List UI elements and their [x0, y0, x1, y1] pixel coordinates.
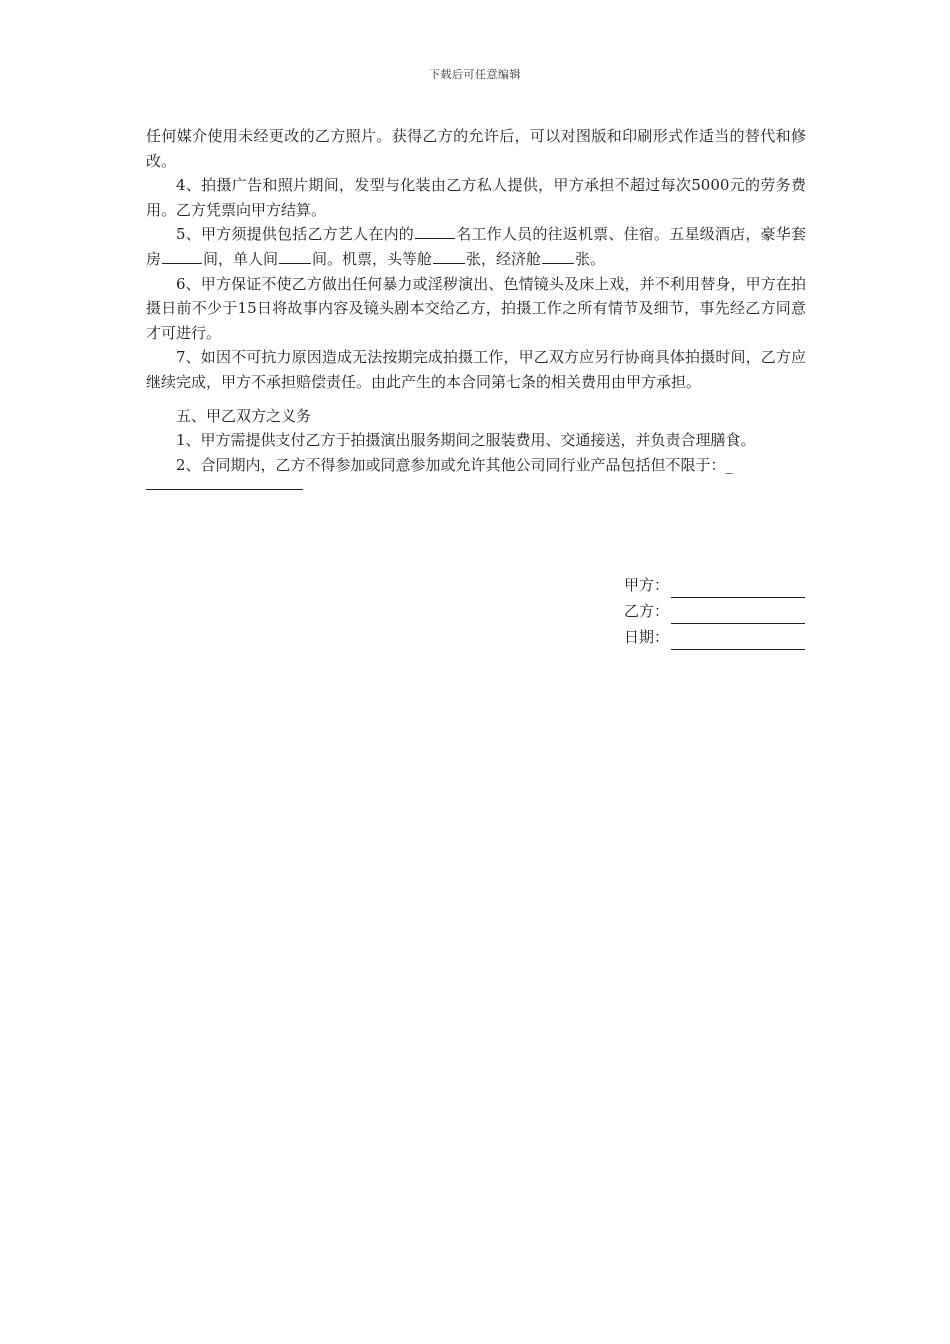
clause-5-part-b: 名工作人员的往返机票、住宿。五星级酒店，豪华套房: [146, 225, 806, 268]
signature-block: [624, 572, 805, 650]
clause-6: 6、甲方保证不使乙方做出任何暴力或淫秽演出、色情镜头及床上戏，并不利用替身，甲方在拍摄日前不少于15日将故事内容及镜头剧本交给乙方，拍摄工作之所有情节及细节，事先经乙方同意才可进行。: [146, 274, 806, 342]
blank-economy-count: [542, 262, 574, 264]
party-a-signature-line: [671, 579, 805, 598]
section-5-title: 五、甲乙双方之义务: [176, 406, 312, 425]
blank-first-class-count: [433, 262, 465, 264]
clause-5-part-f: 张。: [575, 249, 606, 268]
party-a-label: 甲方：: [624, 576, 670, 594]
blank-suite-count: [162, 262, 202, 264]
blank-staff-count: [415, 237, 455, 239]
header-note: 下载后可任意编辑: [429, 68, 521, 81]
section-5-clause-1: 1、甲方需提供支付乙方于拍摄演出服务期间之服装费用、交通接送，并负责合理膳食。: [176, 431, 756, 450]
party-b-signature-line: [671, 605, 805, 624]
clause-7: 7、如因不可抗力原因造成无法按期完成拍摄工作，甲乙双方应另行协商具体拍摄时间，乙方应继续完成，甲方不承担赔偿责任。由此产生的本合同第七条的相关费用由甲方承担。: [146, 348, 806, 391]
party-b-label: 乙方：: [624, 602, 670, 620]
contract-body: [146, 124, 806, 490]
blank-products-line: [146, 477, 303, 490]
date-line: [671, 631, 805, 650]
section-5-clause-2: 2、合同期内，乙方不得参加或同意参加或允许其他公司同行业产品包括但不限于：_: [176, 455, 734, 474]
clause-4: 4、拍摄广告和照片期间，发型与化装由乙方私人提供，甲方承担不超过每次5000元的劳务费用。乙方凭票向甲方结算。: [146, 176, 806, 219]
clause-5-part-d: 间。机票，头等舱: [312, 249, 433, 268]
signature-row-party-b: [624, 598, 805, 624]
clause-5-part-e: 张，经济舱: [466, 249, 542, 268]
date-label: 日期：: [624, 628, 670, 646]
clause-5-part-a: 5、甲方须提供包括乙方艺人在内的: [176, 225, 415, 244]
clause-5-part-c: 间，单人间: [203, 249, 279, 268]
signature-row-date: [624, 624, 805, 650]
paragraph-continued: 任何媒介使用未经更改的乙方照片。获得乙方的允许后，可以对图版和印刷形式作适当的替代和修改。: [146, 127, 806, 170]
signature-row-party-a: [624, 572, 805, 598]
clause-5: [146, 222, 806, 271]
blank-single-room-count: [279, 262, 311, 264]
